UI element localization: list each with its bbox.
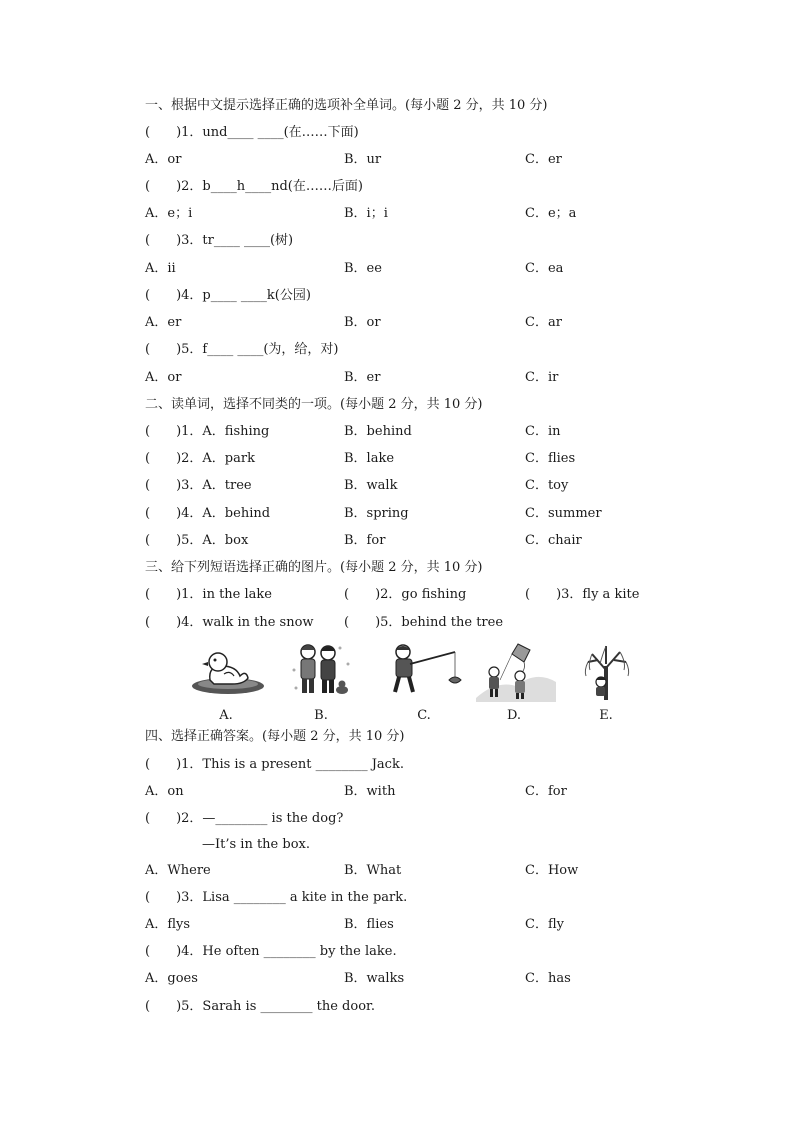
- question-stem: [0, 997, 794, 1017]
- option-c[interactable]: C．er: [525, 152, 562, 167]
- option-a[interactable]: A．or: [145, 370, 182, 385]
- option-b[interactable]: B．er: [344, 370, 381, 385]
- option-b[interactable]: B．for: [344, 533, 386, 548]
- phrase-item[interactable]: ( )2．go fishing: [344, 587, 467, 602]
- option-row: [0, 861, 794, 881]
- stem-text: ( )2．b____h____nd(在……后面): [145, 179, 363, 194]
- stem-text: ( )5．f____ ____(为，给，对): [145, 342, 339, 357]
- option-b[interactable]: B．walks: [344, 971, 405, 986]
- option-row: [0, 368, 794, 388]
- option-row: [0, 504, 794, 524]
- phrase-row: [0, 585, 794, 605]
- stem-text: ( )1．und____ ____(在……下面): [145, 125, 359, 140]
- option-a[interactable]: A．e；i: [145, 206, 193, 221]
- option-a[interactable]: A．ii: [145, 261, 176, 276]
- option-c[interactable]: C．ea: [525, 261, 564, 276]
- phrase-row: [0, 613, 794, 633]
- option-row: [0, 449, 794, 469]
- option-row: [0, 969, 794, 989]
- option-b[interactable]: B．flies: [344, 917, 394, 932]
- fly-a-kite-picture[interactable]: [476, 640, 556, 702]
- option-c[interactable]: C．for: [525, 784, 567, 799]
- stem-text: —It’s in the box.: [202, 837, 310, 852]
- question-stem: [0, 286, 794, 306]
- question-stem: [0, 888, 794, 908]
- duck-in-lake-picture[interactable]: [188, 640, 268, 702]
- option-c[interactable]: C．e；a: [525, 206, 577, 221]
- option-row: [0, 476, 794, 496]
- option-b[interactable]: B．What: [344, 863, 402, 878]
- option-c[interactable]: C．fly: [525, 917, 564, 932]
- option-a[interactable]: ( )5．A．box: [145, 533, 249, 548]
- option-a[interactable]: ( )2．A．park: [145, 451, 255, 466]
- option-b[interactable]: B．ee: [344, 261, 382, 276]
- question-stem: [0, 809, 794, 829]
- option-row: [0, 313, 794, 333]
- phrase-item[interactable]: ( )3．fly a kite: [525, 587, 640, 602]
- picture-label-d: D.: [506, 708, 522, 723]
- option-row: [0, 915, 794, 935]
- option-b[interactable]: B．lake: [344, 451, 395, 466]
- heading-text: 二、读单词，选择不同类的一项。(每小题 2 分，共 10 分): [145, 397, 483, 412]
- picture-options: [0, 640, 794, 730]
- phrase-item[interactable]: ( )1．in the lake: [145, 587, 272, 602]
- heading-text: 一、根据中文提示选择正确的选项补全单词。(每小题 2 分，共 10 分): [145, 98, 548, 113]
- question-stem: [0, 340, 794, 360]
- question-stem: [0, 123, 794, 143]
- picture-label-c: C.: [417, 708, 431, 723]
- option-c[interactable]: C．has: [525, 971, 571, 986]
- heading-text: 三、给下列短语选择正确的图片。(每小题 2 分，共 10 分): [145, 560, 483, 575]
- option-b[interactable]: B．with: [344, 784, 396, 799]
- stem-text: ( )2．—________ is the dog?: [145, 811, 344, 826]
- stem-text: ( )5．Sarah is ________ the door.: [145, 999, 375, 1014]
- option-a[interactable]: A．on: [145, 784, 184, 799]
- behind-the-tree-picture[interactable]: [568, 640, 648, 702]
- option-b[interactable]: B．or: [344, 315, 381, 330]
- option-b[interactable]: B．ur: [344, 152, 382, 167]
- option-a[interactable]: A．er: [145, 315, 182, 330]
- picture-label-a: A.: [219, 708, 233, 723]
- option-c[interactable]: C．summer: [525, 506, 602, 521]
- option-a[interactable]: ( )3．A．tree: [145, 478, 252, 493]
- option-c[interactable]: C．How: [525, 863, 579, 878]
- phrase-item[interactable]: ( )4．walk in the snow: [145, 615, 314, 630]
- option-row: [0, 150, 794, 170]
- stem-text: ( )3．Lisa ________ a kite in the park.: [145, 890, 408, 905]
- question-stem: [0, 755, 794, 775]
- section-2-heading: [0, 395, 794, 415]
- stem-text: ( )4．He often ________ by the lake.: [145, 944, 397, 959]
- picture-label-e: E.: [599, 708, 613, 723]
- question-stem: [0, 942, 794, 962]
- stem-text: ( )1．This is a present ________ Jack.: [145, 757, 404, 772]
- heading-text: 四、选择正确答案。(每小题 2 分，共 10 分): [145, 729, 405, 744]
- option-a[interactable]: A．Where: [145, 863, 211, 878]
- question-stem: [0, 231, 794, 251]
- option-c[interactable]: C．ir: [525, 370, 559, 385]
- option-b[interactable]: B．walk: [344, 478, 398, 493]
- option-a[interactable]: A．flys: [145, 917, 191, 932]
- option-c[interactable]: C．toy: [525, 478, 569, 493]
- option-a[interactable]: A．or: [145, 152, 182, 167]
- section-3-heading: [0, 558, 794, 578]
- option-row: [0, 531, 794, 551]
- section-1-heading: [0, 96, 794, 116]
- option-b[interactable]: B．behind: [344, 424, 412, 439]
- option-b[interactable]: B．spring: [344, 506, 409, 521]
- option-c[interactable]: C．chair: [525, 533, 582, 548]
- section-4-heading: [0, 727, 794, 747]
- option-a[interactable]: ( )1．A．fishing: [145, 424, 270, 439]
- option-c[interactable]: C．in: [525, 424, 561, 439]
- option-row: [0, 782, 794, 802]
- option-a[interactable]: A．goes: [145, 971, 198, 986]
- walk-in-snow-picture[interactable]: [282, 640, 362, 702]
- question-stem-line2: [0, 835, 794, 855]
- question-stem: [0, 177, 794, 197]
- option-b[interactable]: B．i；i: [344, 206, 388, 221]
- phrase-item[interactable]: ( )5．behind the tree: [344, 615, 504, 630]
- option-row: [0, 259, 794, 279]
- option-row: [0, 204, 794, 224]
- option-a[interactable]: ( )4．A．behind: [145, 506, 271, 521]
- option-row: [0, 422, 794, 442]
- stem-text: ( )3．tr____ ____(树): [145, 233, 294, 248]
- option-c[interactable]: C．flies: [525, 451, 576, 466]
- picture-label-b: B.: [314, 708, 328, 723]
- stem-text: ( )4．p____ ____k(公园): [145, 288, 311, 303]
- go-fishing-picture[interactable]: [385, 640, 465, 702]
- option-c[interactable]: C．ar: [525, 315, 562, 330]
